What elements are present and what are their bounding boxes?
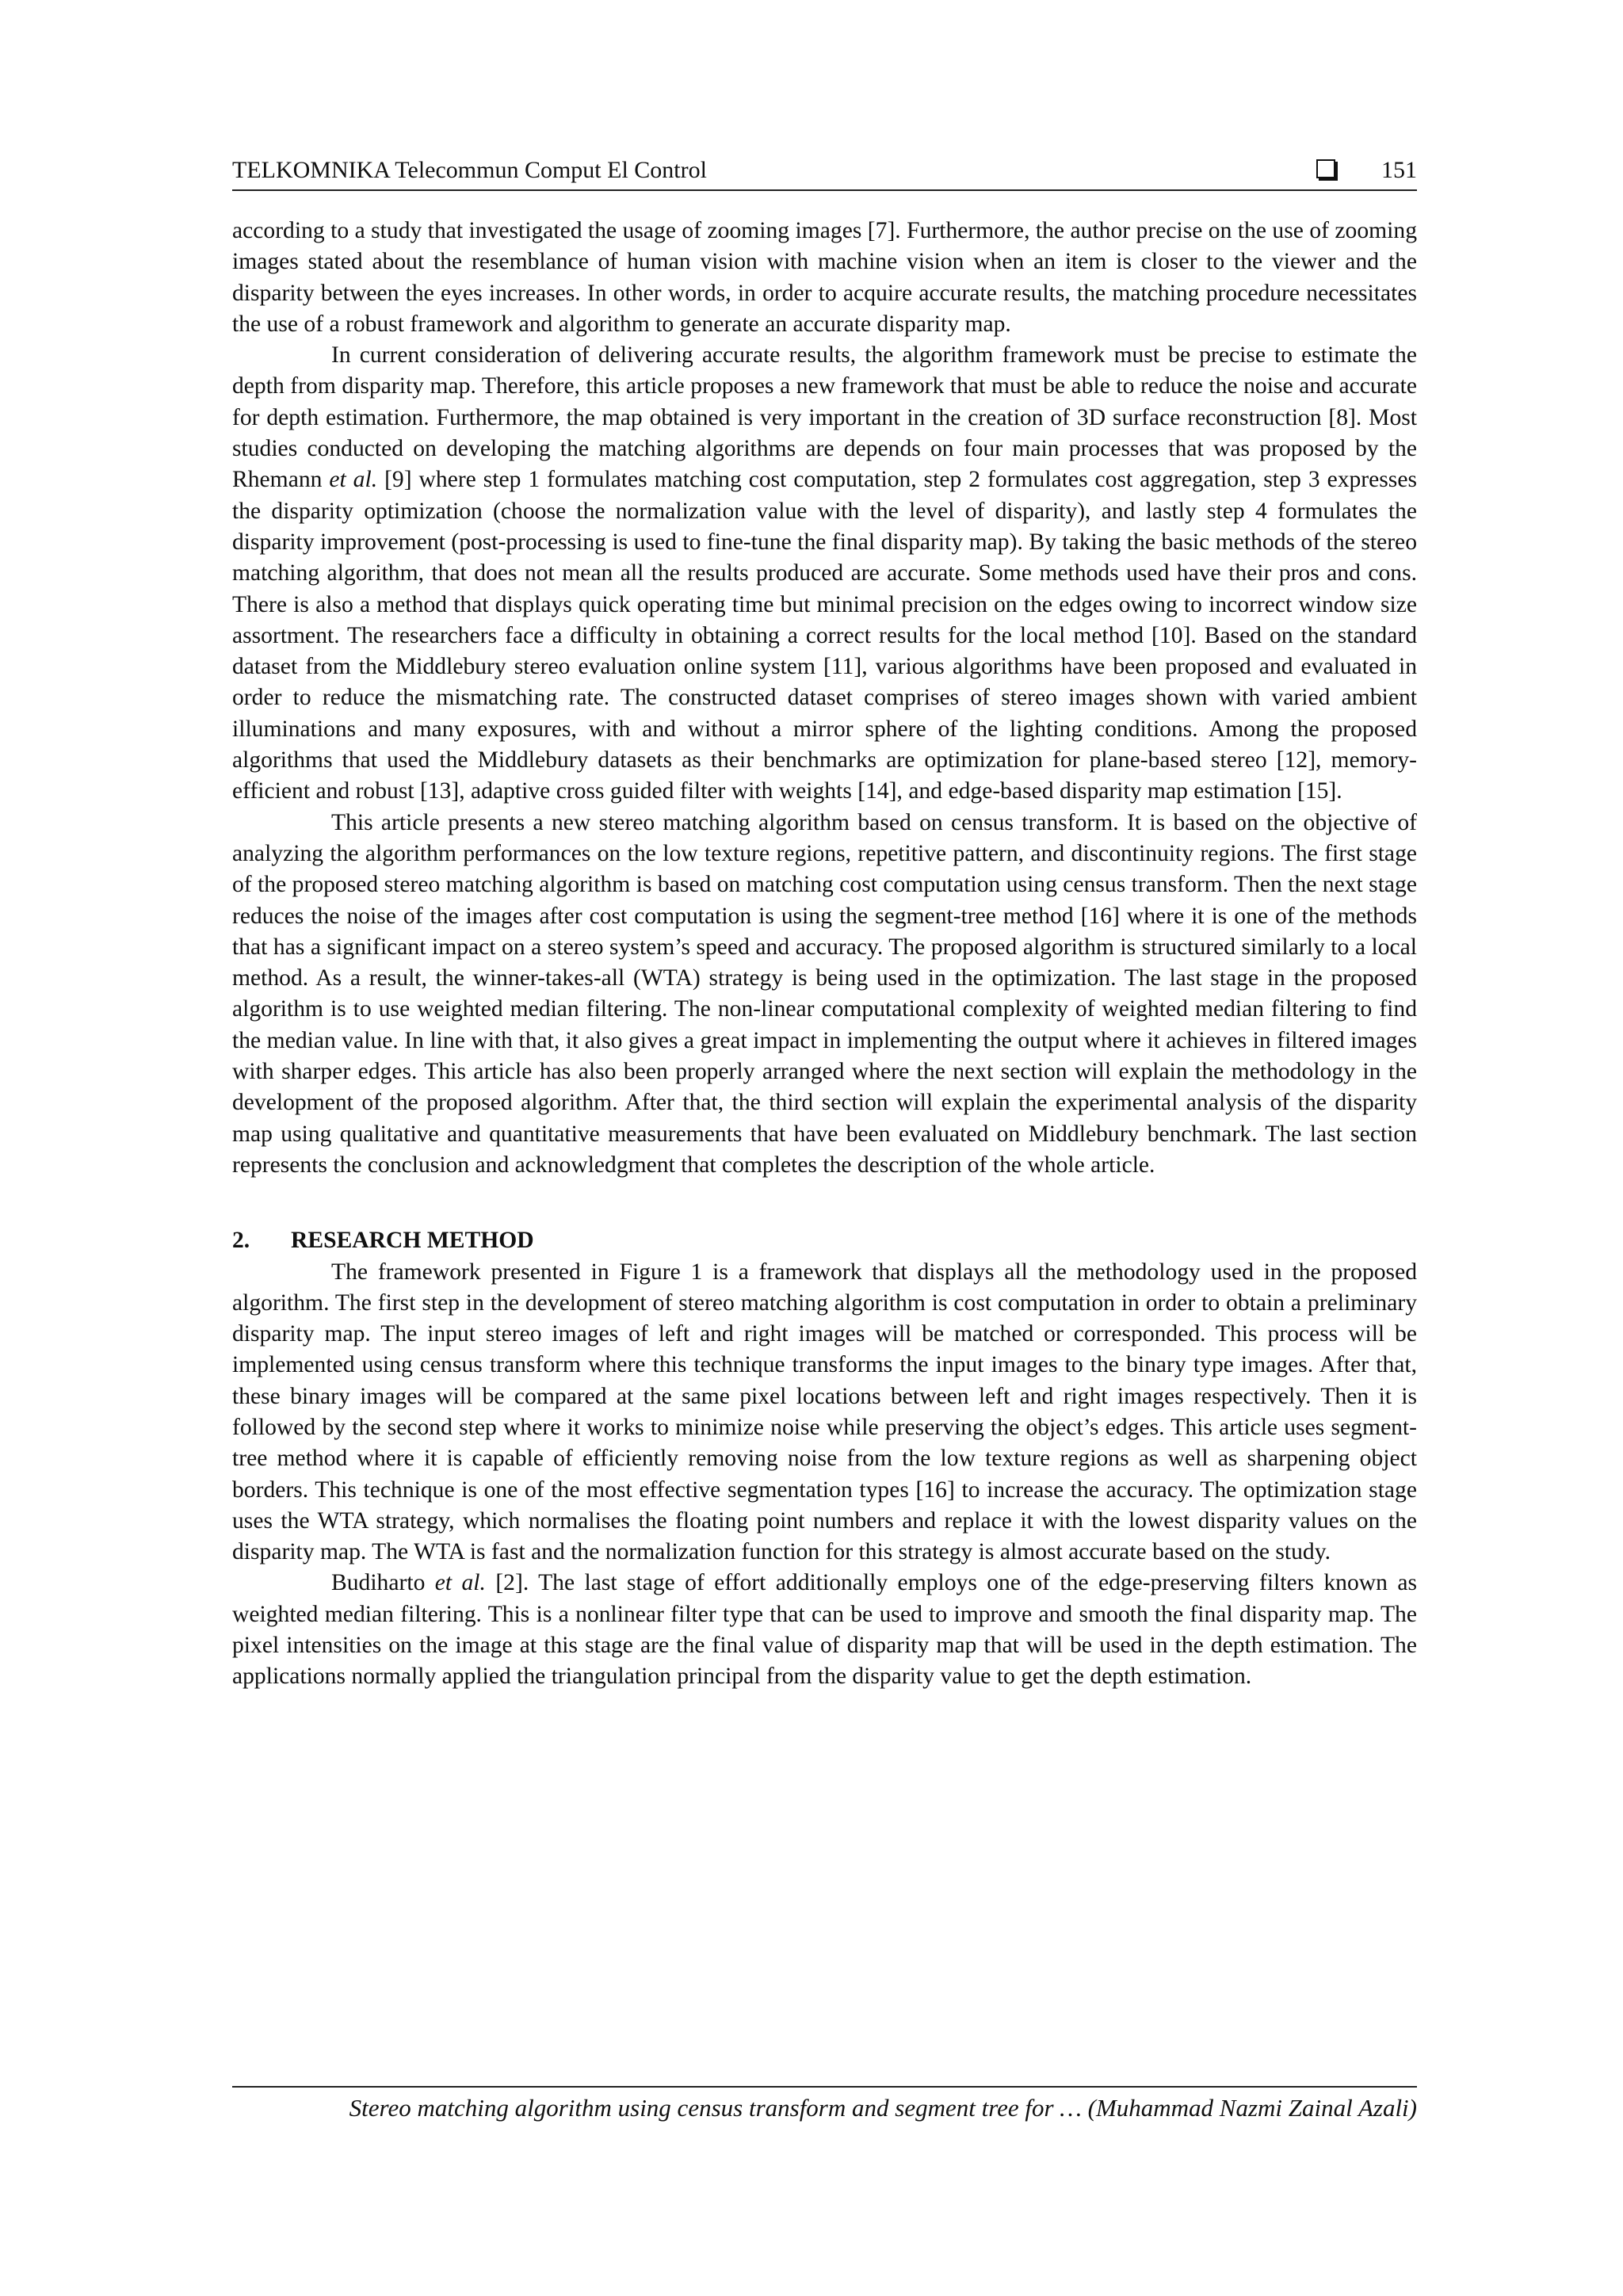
section-paragraph-2 — [232, 1568, 1417, 1692]
paragraph-2-part-2: [9] where step 1 formulates matching cost computation, step 2 formulates cost aggregation, step 3 expresses the disparity optimization (choose the normalization value with the level of disparity), and lastly step 4 formulates the disparity improvement (post-processing is used to fine-tune the final disparity map). By taking the basic methods of the stereo matching algorithm, that does not mean all the results produced are accurate. Some methods used have their pros and cons. There is also a method that displays quick operating time but minimal precision on the edges owing to incorrect window size assortment. The researchers face a difficulty in obtaining a correct results for the local method [10]. Based on the standard dataset from the Middlebury stereo evaluation online system [11], various algorithms have been proposed and evaluated in order to reduce the mismatching rate. The constructed dataset comprises of stereo images shown with varied ambient illuminations and many exposures, with and without a mirror sphere of the lighting conditions. Among the proposed algorithms that used the Middlebury datasets as their benchmarks are optimization for plane-based stereo [12], memory-efficient and robust [13], adaptive cross guided filter with weights [14], and edge-based disparity map estimation [15]. — [232, 467, 1417, 804]
section-paragraph-2-part-1: Budiharto — [331, 1570, 435, 1596]
running-header — [232, 153, 1417, 191]
body-text — [232, 216, 1417, 1693]
paragraph-2-et-al: et al. — [329, 467, 378, 493]
page-number: 151 — [1381, 157, 1417, 183]
paper-page — [232, 0, 1417, 2296]
square-bullet-icon — [1316, 159, 1335, 178]
section-heading — [232, 1225, 1417, 1256]
paragraph-2-part-1: In current consideration of delivering accurate results, the algorithm framework must be precise to estimate the depth from disparity map. Therefore, this article proposes a new framework that must be able to reduce the noise and accurate for depth estimation. Furthermore, the map obtained is very important in the creation of 3D surface reconstruction [8]. Most studies conducted on developing the matching algorithms are depends on four main processes that was proposed by the Rhemann — [232, 342, 1417, 493]
header-right — [1316, 155, 1417, 186]
section-title: RESEARCH METHOD — [291, 1228, 534, 1254]
section-paragraph-2-et-al: et al. — [434, 1570, 486, 1596]
paragraph-2 — [232, 340, 1417, 807]
paragraph-1: according to a study that investigated the usage of zooming images [7]. Furthermore, the author precise on the use of zooming images stated about the resemblance of human vision with machine vision when an item is closer to the viewer and the disparity between the eyes increases. In other words, in order to acquire accurate results, the matching procedure necessitates the use of a robust framework and algorithm to generate an accurate disparity map. — [232, 218, 1417, 337]
journal-title: TELKOMNIKA Telecommun Comput El Control — [232, 157, 707, 183]
paragraph-3: This article presents a new stereo matching algorithm based on census transform. It is based on the objective of analyzing the algorithm performances on the low texture regions, repetitive pattern, and discontinuity regions. The first stage of the proposed stereo matching algorithm is based on matching cost computation using census transform. Then the next stage reduces the noise of the images after cost computation is using the segment-tree method [16] where it is one of the methods that has a significant impact on a stereo system’s speed and accuracy. The proposed algorithm is structured similarly to a local method. As a result, the winner-takes-all (WTA) strategy is being used in the optimization. The last stage in the proposed algorithm is to use weighted median filtering. The non-linear computational complexity of weighted median filtering to find the median value. In line with that, it also gives a great impact in implementing the output where it achieves in filtered images with sharper edges. This article has also been properly arranged where the next section will explain the methodology in the development of the proposed algorithm. After that, the third section will explain the experimental analysis of the disparity map using qualitative and quantitative measurements that have been evaluated on Middlebury benchmark. The last section represents the conclusion and acknowledgment that completes the description of the whole article. — [232, 809, 1417, 1178]
section-paragraph-1: The framework presented in Figure 1 is a framework that displays all the methodology used in the proposed algorithm. The first step in the development of stereo matching algorithm is cost computation in order to obtain a preliminary disparity map. The input stereo images of left and right images will be matched or corresponded. This process will be implemented using census transform where this technique transforms the input images to the binary type images. After that, these binary images will be compared at the same pixel locations between left and right images respectively. Then it is followed by the second step where it works to minimize noise while preserving the object’s edges. This article uses segment-tree method where it is capable of efficiently removing noise from the low texture regions as well as sharpening object borders. This technique is one of the most effective segmentation types [16] to increase the accuracy. The optimization stage uses the WTA strategy, which normalises the floating point numbers and replace it with the lowest disparity values on the disparity map. The WTA is fast and the normalization function for this strategy is almost accurate based on the study. — [232, 1259, 1417, 1565]
section-number: 2. — [232, 1228, 250, 1254]
running-footer: Stereo matching algorithm using census transform and segment tree for … (Muhammad Nazmi Zainal Azali) — [232, 2086, 1417, 2126]
section-paragraph-2-part-2: [2]. The last stage of effort additionally employs one of the edge-preserving filters known as weighted median filtering. This is a nonlinear filter type that can be used to improve and smooth the final disparity map. The pixel intensities on the image at this stage are the final value of disparity map that will be used in the depth estimation. The applications normally applied the triangulation principal from the disparity value to get the depth estimation. — [232, 1570, 1417, 1690]
